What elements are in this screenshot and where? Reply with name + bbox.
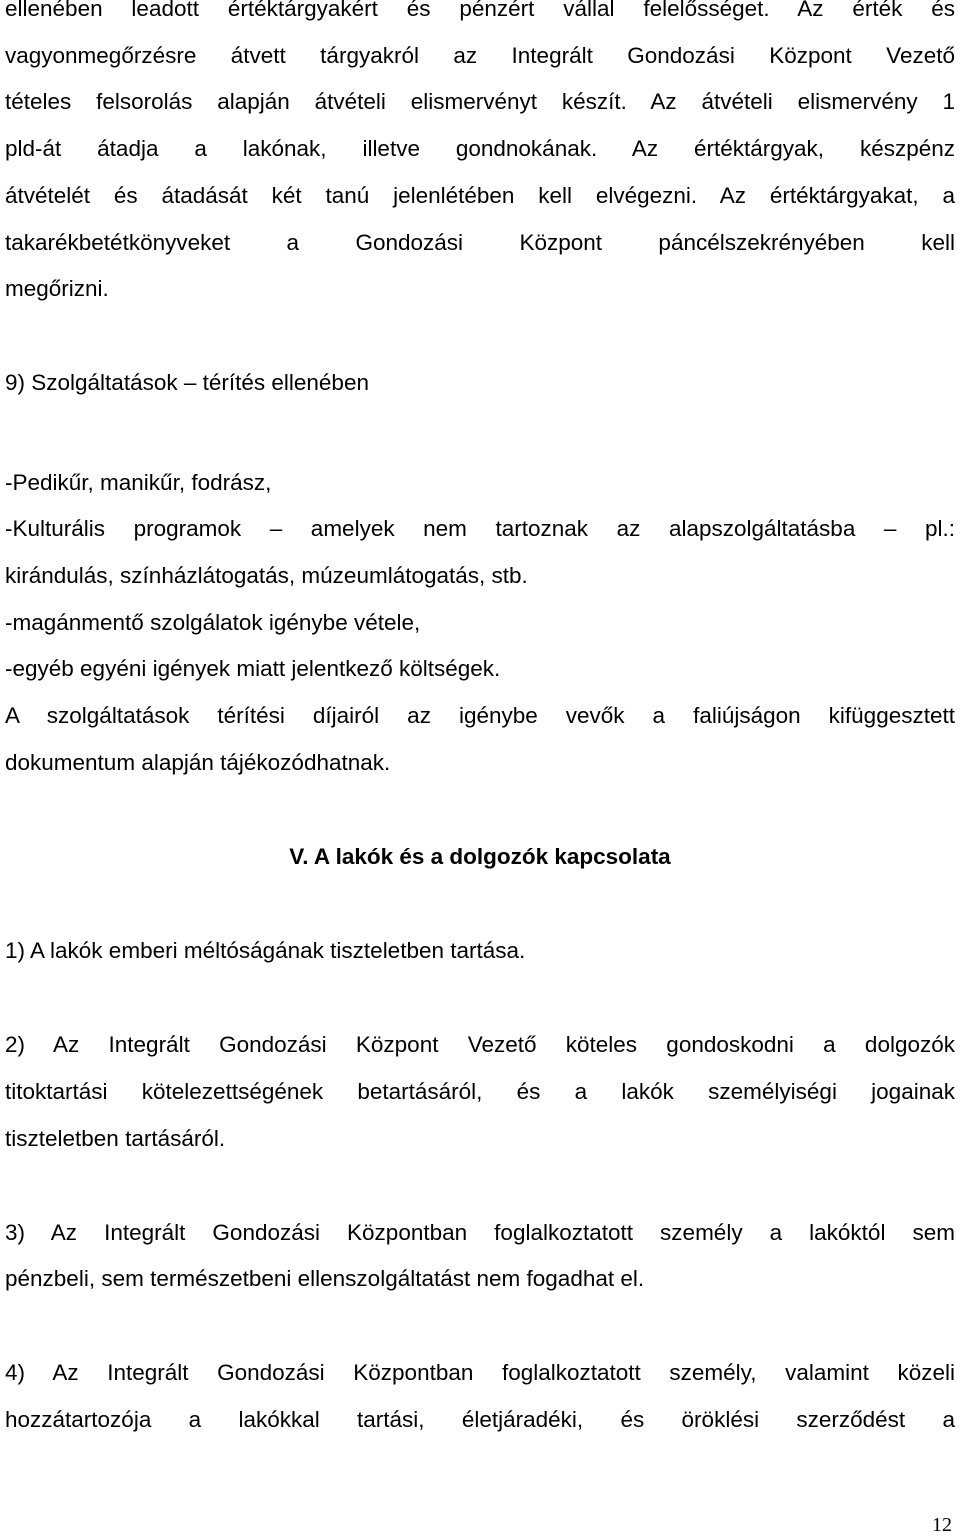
list-item: -Pedikűr, manikűr, fodrász, xyxy=(5,470,272,495)
text-line: megőrizni. xyxy=(5,276,109,301)
text-line: A szolgáltatások térítési díjairól az igénybe vevők a faliújságon kifüggesztett xyxy=(5,703,955,728)
text-line: tételes felsorolás alapján átvételi elismervényt készít. Az átvételi elismervény 1 xyxy=(5,89,955,114)
page-number: 12 xyxy=(932,1514,952,1536)
list-item: -Kulturális programok – amelyek nem tartoznak az alapszolgáltatásba – pl.: xyxy=(5,516,955,541)
text-line: dokumentum alapján tájékozódhatnak. xyxy=(5,750,391,775)
subsection-title: 9) Szolgáltatások – térítés ellenében xyxy=(5,370,369,395)
text-line: átvételét és átadását két tanú jelenlétében kell elvégezni. Az értéktárgyakat, a xyxy=(5,183,955,208)
text-line: ellenében leadott értéktárgyakért és pénzért vállal felelősséget. Az érték és xyxy=(5,0,955,21)
text-line: kirándulás, színházlátogatás, múzeumlátogatás, stb. xyxy=(5,563,528,588)
text-line: 4) Az Integrált Gondozási Központban foglalkoztatott személy, valamint közeli xyxy=(5,1360,955,1385)
text-line: 3) Az Integrált Gondozási Központban foglalkoztatott személy a lakóktól sem xyxy=(5,1220,955,1245)
section-heading: V. A lakók és a dolgozók kapcsolata xyxy=(289,844,671,869)
text-line: hozzátartozója a lakókkal tartási, életjáradéki, és öröklési szerződést a xyxy=(5,1407,955,1432)
text-line: 2) Az Integrált Gondozási Központ Vezető köteles gondoskodni a dolgozók xyxy=(5,1032,955,1057)
list-item: -magánmentő szolgálatok igénybe vétele, xyxy=(5,610,421,635)
list-item: -egyéb egyéni igények miatt jelentkező költségek. xyxy=(5,656,501,681)
text-line: takarékbetétkönyveket a Gondozási Központ páncélszekrényében kell xyxy=(5,230,955,255)
text-line: tiszteletben tartásáról. xyxy=(5,1126,226,1151)
text-line: pénzbeli, sem természetbeni ellenszolgáltatást nem fogadhat el. xyxy=(5,1266,645,1291)
text-line: 1) A lakók emberi méltóságának tiszteletben tartása. xyxy=(5,938,526,963)
text-line: pld-át átadja a lakónak, illetve gondnokának. Az értéktárgyak, készpénz xyxy=(5,136,955,161)
text-line: titoktartási kötelezettségének betartásáról, és a lakók személyiségi jogainak xyxy=(5,1079,955,1104)
text-line: vagyonmegőrzésre átvett tárgyakról az Integrált Gondozási Központ Vezető xyxy=(5,43,955,68)
